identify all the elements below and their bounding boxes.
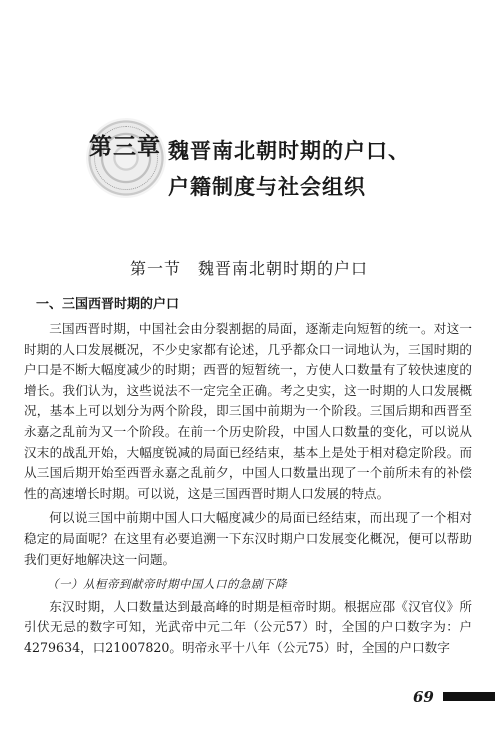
chapter-title-line-2: 户籍制度与社会组织: [168, 174, 366, 199]
paragraph: 何以说三国中前期中国人口大幅度减少的局面已经结束，而出现了一个相对稳定的局面呢？在这里有必要追溯一下东汉时期户口发展变化概况，便可以帮助我们更好地解决这一问题。: [24, 510, 472, 567]
chapter-label: 第三章: [89, 133, 161, 160]
paragraph: 东汉时期，人口数量达到最高峰的时期是桓帝时期。根据应邵《汉官仪》所引伏无忌的数字可知，光武帝中元二年（公元57）时，全国的户口数字为：户4279634，口21007820。明帝永平十八年（公元75）时，全国的户口数字: [24, 598, 472, 655]
chapter-title-line-1: 魏晋南北朝时期的户口、: [168, 138, 410, 163]
footer-bar: [443, 692, 495, 701]
section-title: 第一节 魏晋南北朝时期的户口: [129, 259, 368, 278]
paragraph: 三国西晋时期，中国社会由分裂割据的局面，逐渐走向短暂的统一。对这一时期的人口发展概况，不少史家都有论述，几乎都众口一词地认为，三国时期的户口是不断大幅度减少的时期；西晋的短暂统一，方使人口数量有了较快速度的增长。我们认为，这些说法不一定完全正确。考之史实，这一时期的人口发展概况，基本上可以划分为两个阶段，即三国中前期为一个阶段。三国后期和西晋至永嘉之乱前为又一个阶段。在前一个历史阶段，中国人口数量的变化，可以说从汉末的战乱开始，大幅度锐减的局面已经结束，基本上是处于相对稳定阶段。而从三国后期开始至西晋永嘉之乱前夕，中国人口数量出现了一个前所未有的补偿性的高速增长时期。可以说，这是三国西晋时期人口发展的特点。: [24, 321, 472, 501]
body-text: [24, 319, 472, 659]
page-number: 69: [413, 688, 434, 706]
chapter-title: [168, 133, 428, 205]
sub-item-heading: （一）从桓帝到献帝时期中国人口的急剧下降: [47, 577, 287, 592]
subsection-heading: 一、三国西晋时期的户口: [36, 297, 180, 312]
